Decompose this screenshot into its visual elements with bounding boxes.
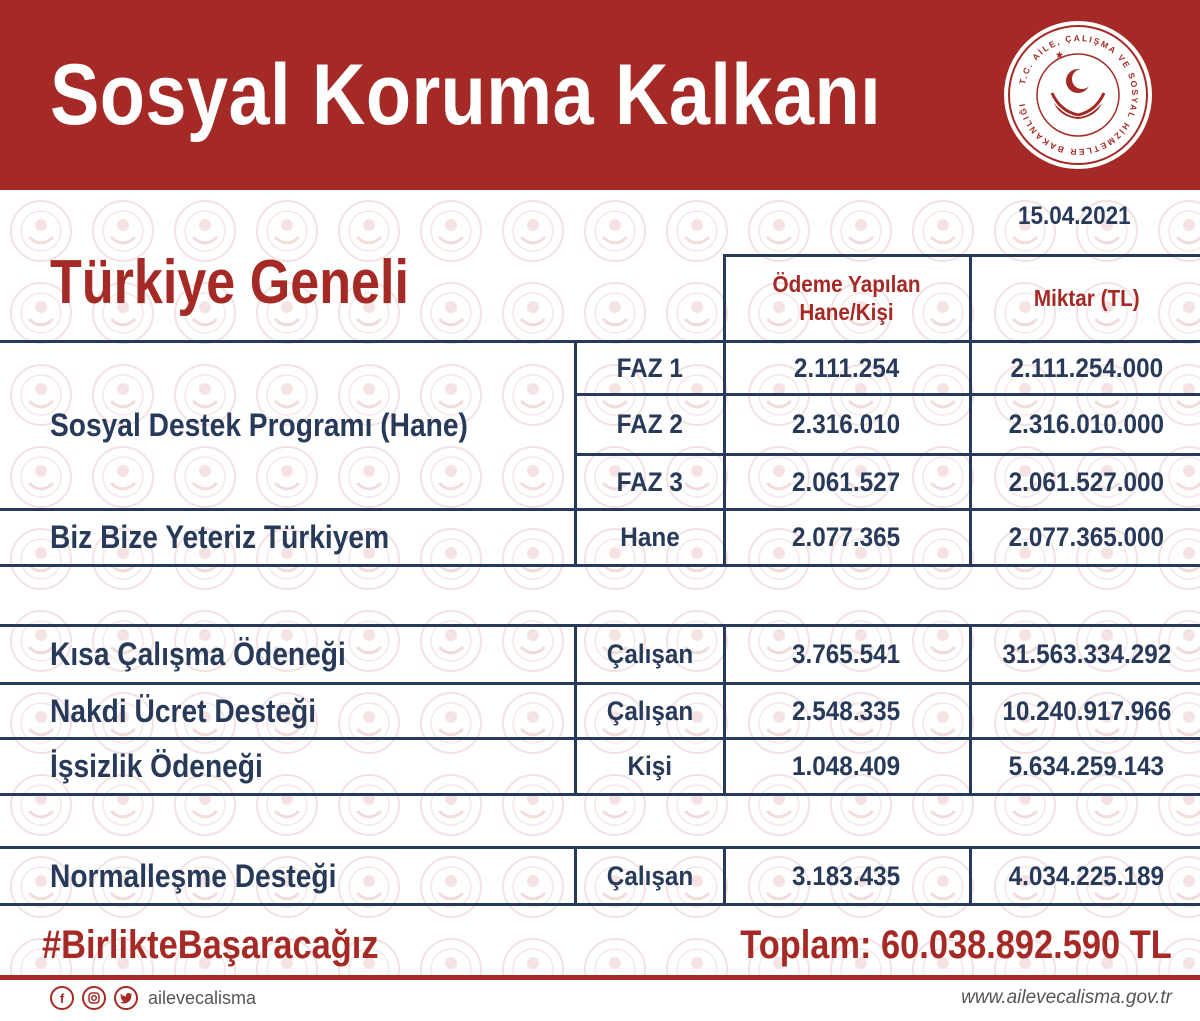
row-count-normallesme: 3.183.435 bbox=[792, 860, 901, 891]
footer-divider bbox=[0, 975, 1200, 980]
page-title: Sosyal Koruma Kalkanı bbox=[50, 47, 882, 143]
row-count-faz3: 2.061.527 bbox=[792, 466, 901, 497]
row-amount-faz3: 2.061.527.000 bbox=[1008, 466, 1165, 497]
row-sub-faz2: FAZ 2 bbox=[616, 409, 684, 439]
ministry-seal-icon bbox=[1002, 19, 1154, 171]
row-amount-nakdi-ucret: 10.240.917.966 bbox=[1002, 695, 1171, 726]
row-sub-nakdi-ucret: Çalışan bbox=[606, 695, 694, 726]
facebook-icon[interactable]: f bbox=[50, 986, 74, 1010]
grand-total: Toplam: 60.038.892.590 TL bbox=[740, 923, 1172, 967]
instagram-icon[interactable] bbox=[82, 986, 106, 1010]
report-date: 15.04.2021 bbox=[1018, 202, 1131, 230]
social-links bbox=[50, 985, 256, 1011]
column-header-amount: Miktar (TL) bbox=[1033, 285, 1140, 311]
row-sub-faz1: FAZ 1 bbox=[616, 352, 684, 383]
row-count-issizlik: 1.048.409 bbox=[792, 751, 901, 781]
row-label-sosyal-destek: Sosyal Destek Programı (Hane) bbox=[50, 407, 468, 443]
row-count-biz-bize: 2.077.365 bbox=[792, 522, 901, 552]
row-amount-issizlik: 5.634.259.143 bbox=[1008, 751, 1165, 781]
row-label-nakdi-ucret: Nakdi Ücret Desteği bbox=[50, 692, 317, 729]
row-sub-faz3: FAZ 3 bbox=[616, 466, 684, 497]
row-sub-normallesme: Çalışan bbox=[606, 860, 694, 891]
row-amount-biz-bize: 2.077.365.000 bbox=[1008, 522, 1165, 552]
row-amount-normallesme: 4.034.225.189 bbox=[1008, 860, 1165, 891]
social-handle[interactable]: ailevecalisma bbox=[148, 987, 257, 1008]
row-amount-kisa-calisma: 31.563.334.292 bbox=[1002, 639, 1171, 669]
row-label-normallesme: Normalleşme Desteği bbox=[50, 857, 337, 894]
row-amount-faz1: 2.111.254.000 bbox=[1010, 352, 1163, 383]
row-label-kisa-calisma: Kısa Çalışma Ödeneği bbox=[50, 636, 346, 672]
hashtag: #BirlikteBaşaracağız bbox=[42, 923, 379, 967]
row-count-kisa-calisma: 3.765.541 bbox=[792, 639, 901, 669]
row-count-faz1: 2.111.254 bbox=[793, 352, 900, 383]
row-sub-hane: Hane bbox=[620, 522, 680, 552]
row-count-faz2: 2.316.010 bbox=[792, 409, 901, 439]
seal-text: T.C. AİLE, ÇALIŞMA VE SOSYAL HİZMETLER BAKANLIĞI bbox=[1016, 32, 1141, 158]
column-header-count: Ödeme Yapılan Hane/Kişi bbox=[772, 271, 921, 325]
section-title: Türkiye Geneli bbox=[50, 248, 409, 317]
row-sub-issizlik: Kişi bbox=[627, 751, 673, 781]
row-sub-kisa-calisma: Çalışan bbox=[606, 639, 694, 669]
row-amount-faz2: 2.316.010.000 bbox=[1008, 409, 1165, 439]
header-banner bbox=[0, 0, 1200, 190]
twitter-icon[interactable] bbox=[114, 986, 138, 1010]
website-link[interactable]: www.ailevecalisma.gov.tr bbox=[961, 987, 1172, 1008]
row-count-nakdi-ucret: 2.548.335 bbox=[792, 695, 901, 726]
row-label-issizlik: İşsizlik Ödeneği bbox=[50, 748, 263, 784]
row-label-biz-bize: Biz Bize Yeteriz Türkiyem bbox=[50, 519, 390, 555]
